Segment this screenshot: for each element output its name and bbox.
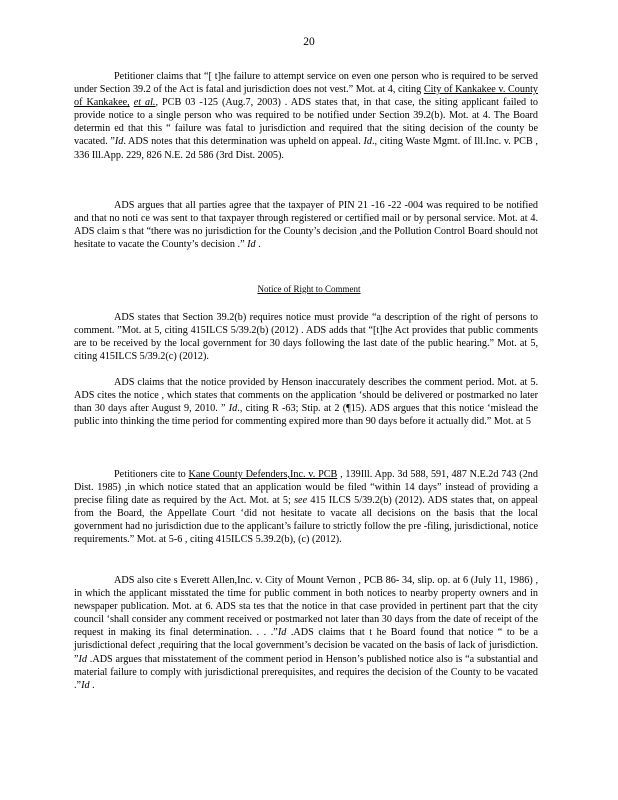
- case-citation: City of Kankakee v. County of Kankakee,: [74, 84, 539, 109]
- paragraph-3: ADS states that Section 39.2(b) requires notice must provide “a description of the right of persons to comment. ”Mot. at 5, citing 415ILCS 5/39.2(b) (2012) . ADS adds that “[t]he Act provides that public comments are to be received by the local government for 30 days following the last date of the public hearing.” Mot. at 5, citing 415ILCS 5/39.2(c) (2012).: [74, 312, 538, 363]
- paragraph-6: ADS also cite s Everett Allen,Inc. v. City of Mount Vernon , PCB 86- 34, slip. op. at 6 (July 11, 1986) , in which the applicant misstated the time for public comment in both notices to nearby property owners and in newspaper publication. Mot. at 6. ADS sta tes that the notice in that case provided in pertinent part that the city council ‘shall consider any comment received or postmarked not later than 30 days from the date of receipt of the request in making its final determination. . . .”Id .ADS claims that t he Board found that notice “ to be a jurisdictional defect ,requiring that the local government’s decision be vacated on the basis of lack of jurisdiction. ”Id .ADS argues that misstatement of the comment period in Henson’s published notice also is “a substantial and material failure to comply with jurisdictional prerequisites, and requires the decision of the County to be vacated .”Id .: [74, 575, 538, 691]
- paragraph-4: ADS claims that the notice provided by Henson inaccurately describes the comment period. Mot. at 5. ADS cites the notice , which states that comments on the application ‘should be delivered or postmarked no later than 30 days after August 9, 2010. ” Id., citing R -63; Stip. at 2 (¶15). ADS argues that this notice ‘mislead the public into thinking the time period for commenting expired more than 90 days before it actually did.” Mot. at 5: [74, 377, 538, 428]
- case-citation: Kane County Defenders,Inc. v. PCB: [188, 469, 338, 480]
- paragraph-5: Petitioners cite to Kane County Defenders,Inc. v. PCB , 139Ill. App. 3d 588, 591, 487 N.E.2d 743 (2nd Dist. 1985) ,in which notice stated that an application would be filed “within 14 days” instead of providing a precise filing date as required by the Act. Mot. at 5; see 415 ILCS 5/39.2(b) (2012). ADS states that, on appeal from the Board, the Appellate Court ‘did not hesitate to vacate all decisions on the basis that the local government had no jurisdiction due to the applicant’s failure to strictly follow the pre -filing, jurisdictional, notice requirements.” Mot. at 5-6 , citing 415ILCS 5.39.2(b), (c) (2012).: [74, 469, 538, 546]
- paragraph-2: ADS argues that all parties agree that the taxpayer of PIN 21 -16 -22 -004 was required to be notified and that no noti ce was sent to that taxpayer through registered or certified mail or by personal service. Mot. at 4. ADS claim s that “there was no jurisdiction for the County’s decision ,and the Pollution Control Board should not hesitate to vacate the County’s decision .” Id .: [74, 200, 538, 251]
- paragraph-1: Petitioner claims that “[ t]he failure to attempt service on even one person who is required to be served under Section 39.2 of the Act is fatal and jurisdiction does not vest.” Mot. at 4, citing City of Kankakee v. County of Kankakee, et al., PCB 03 -125 (Aug.7, 2003) . ADS states that, in that case, the siting applicant failed to provide notice to a single person who was required to be notified under Section 39.2(b). Mot. at 4. The Board determin ed that this “ failure was fatal to jurisdiction and required that the siting decision of the county be vacated. ”Id. ADS notes that this determination was upheld on appeal. Id., citing Waste Mgmt. of Ill.Inc. v. PCB , 336 Ill.App. 229, 826 N.E. 2d 586 (3rd Dist. 2005).: [74, 71, 539, 161]
- page-number: 20: [303, 36, 315, 48]
- section-heading: Notice of Right to Comment: [257, 284, 361, 294]
